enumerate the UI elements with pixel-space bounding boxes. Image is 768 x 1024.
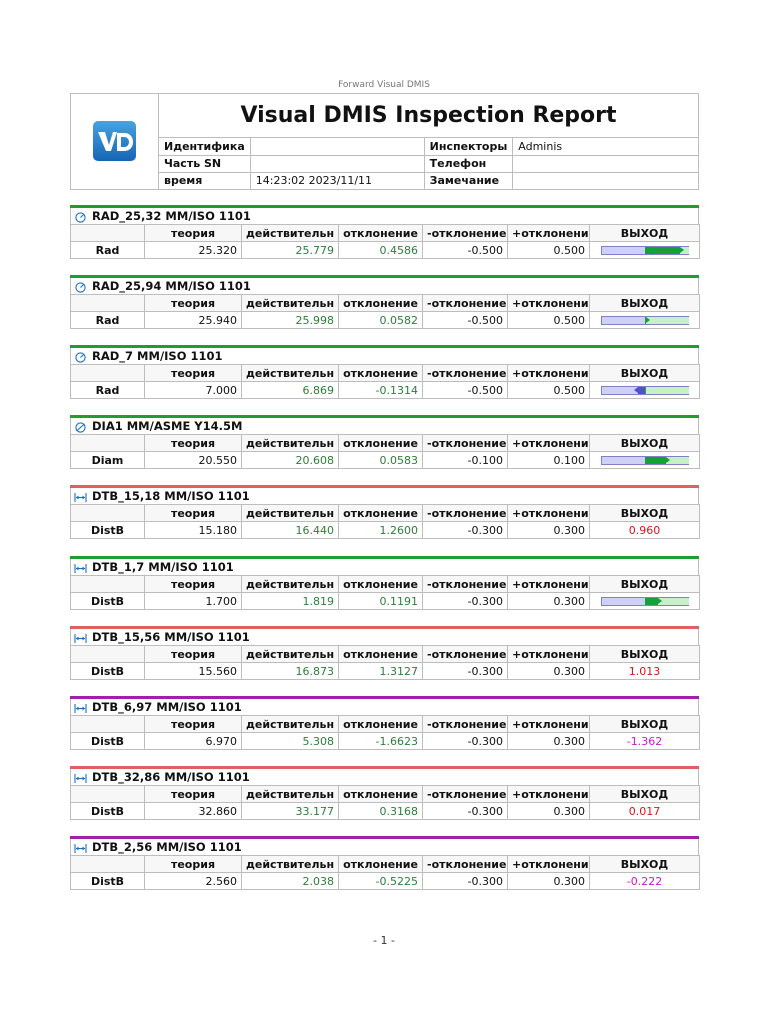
feature-title-row: [70, 348, 699, 364]
col-header-plus-tol: +отклонени: [508, 435, 590, 452]
data-row: [71, 803, 700, 820]
info-label: Замечание: [424, 172, 513, 189]
col-header-minus-tol: -отклонение: [423, 295, 508, 312]
feature-title-row: [70, 559, 699, 575]
col-header-deviation: отклонение: [339, 225, 423, 242]
col-header-actual: действительн: [242, 856, 339, 873]
minus-tol-value: -0.500: [423, 312, 508, 329]
minus-tol-value: -0.300: [423, 803, 508, 820]
col-header-deviation: отклонение: [339, 295, 423, 312]
nominal-value: 15.180: [145, 522, 242, 539]
info-value: 14:23:02 2023/11/11: [250, 172, 424, 189]
actual-value: 1.819: [242, 593, 339, 610]
col-header-minus-tol: -отклонение: [423, 365, 508, 382]
col-header-nominal: теория: [145, 576, 242, 593]
col-header-nominal: теория: [145, 856, 242, 873]
radius-icon: [74, 281, 87, 292]
col-header-nominal: теория: [145, 786, 242, 803]
measurement-table: [70, 785, 700, 820]
plus-tol-value: 0.300: [508, 803, 590, 820]
radius-icon: [74, 351, 87, 362]
feature-title: DTB_32,86 MM/ISO 1101: [92, 770, 250, 784]
col-header-plus-tol: +отклонени: [508, 786, 590, 803]
plus-tol-value: 0.100: [508, 452, 590, 469]
distance-icon: [74, 491, 87, 502]
col-header-deviation: отклонение: [339, 856, 423, 873]
col-header-plus-tol: +отклонени: [508, 295, 590, 312]
data-row: [71, 382, 700, 399]
measurement-table: [70, 855, 700, 890]
col-header-actual: действительн: [242, 576, 339, 593]
info-row: [159, 155, 698, 172]
out-cell: [590, 593, 700, 610]
deviation-value: -1.6623: [339, 733, 423, 750]
data-row: [71, 593, 700, 610]
info-row: [159, 172, 698, 189]
info-label: Часть SN: [159, 155, 250, 172]
out-cell: [590, 452, 700, 469]
tolerance-gauge: [601, 316, 689, 325]
feature-title: DTB_1,7 MM/ISO 1101: [92, 560, 234, 574]
feature-type: Diam: [71, 452, 145, 469]
feature-type: Rad: [71, 382, 145, 399]
nominal-value: 2.560: [145, 873, 242, 890]
plus-tol-value: 0.500: [508, 382, 590, 399]
col-header-plus-tol: +отклонени: [508, 225, 590, 242]
feature-title: RAD_25,94 MM/ISO 1101: [92, 279, 251, 293]
header-blank: [71, 295, 145, 312]
gauge-arrow-icon: [680, 247, 684, 253]
col-header-minus-tol: -отклонение: [423, 856, 508, 873]
minus-tol-value: -0.300: [423, 663, 508, 680]
deviation-value: 0.4586: [339, 242, 423, 259]
gauge-arrow-icon: [658, 598, 662, 604]
feature-title: DTB_15,56 MM/ISO 1101: [92, 630, 250, 644]
gauge-fill: [645, 457, 666, 464]
col-header-minus-tol: -отклонение: [423, 225, 508, 242]
tolerance-gauge: [601, 597, 689, 606]
col-header-nominal: теория: [145, 365, 242, 382]
actual-value: 16.440: [242, 522, 339, 539]
feature-type: DistB: [71, 593, 145, 610]
col-header-actual: действительн: [242, 716, 339, 733]
plus-tol-value: 0.500: [508, 312, 590, 329]
diameter-icon: [74, 421, 87, 432]
col-header-deviation: отклонение: [339, 365, 423, 382]
data-row: [71, 242, 700, 259]
header-blank: [71, 576, 145, 593]
measurement-table: [70, 575, 700, 610]
actual-value: 20.608: [242, 452, 339, 469]
feature-title: DTB_6,97 MM/ISO 1101: [92, 700, 242, 714]
feature-block: [70, 836, 699, 890]
col-header-plus-tol: +отклонени: [508, 576, 590, 593]
col-header-out: ВЫХОД: [590, 295, 700, 312]
nominal-value: 25.320: [145, 242, 242, 259]
col-header-plus-tol: +отклонени: [508, 365, 590, 382]
feature-block: [70, 556, 699, 610]
header-row: [71, 505, 700, 522]
col-header-out: ВЫХОД: [590, 646, 700, 663]
col-header-actual: действительн: [242, 435, 339, 452]
col-header-minus-tol: -отклонение: [423, 505, 508, 522]
feature-block: [70, 345, 699, 399]
nominal-value: 32.860: [145, 803, 242, 820]
header-blank: [71, 435, 145, 452]
deviation-value: 0.3168: [339, 803, 423, 820]
col-header-deviation: отклонение: [339, 646, 423, 663]
info-label: Инспекторы: [424, 138, 513, 155]
plus-tol-value: 0.300: [508, 522, 590, 539]
actual-value: 33.177: [242, 803, 339, 820]
col-header-plus-tol: +отклонени: [508, 716, 590, 733]
gauge-arrow-icon: [646, 317, 650, 323]
plus-tol-value: 0.300: [508, 593, 590, 610]
col-header-deviation: отклонение: [339, 576, 423, 593]
radius-icon: [74, 211, 87, 222]
header-row: [71, 716, 700, 733]
plus-tol-value: 0.500: [508, 242, 590, 259]
deviation-value: 1.3127: [339, 663, 423, 680]
deviation-value: 0.1191: [339, 593, 423, 610]
data-row: [71, 312, 700, 329]
tolerance-gauge: [601, 246, 689, 255]
measurement-table: [70, 224, 700, 259]
col-header-plus-tol: +отклонени: [508, 856, 590, 873]
header-blank: [71, 365, 145, 382]
plus-tol-value: 0.300: [508, 873, 590, 890]
feature-title-row: [70, 208, 699, 224]
header-row: [71, 435, 700, 452]
measurement-table: [70, 364, 700, 399]
col-header-deviation: отклонение: [339, 435, 423, 452]
gauge-arrow-icon: [634, 387, 638, 393]
actual-value: 6.869: [242, 382, 339, 399]
col-header-actual: действительн: [242, 365, 339, 382]
feature-title: DTB_15,18 MM/ISO 1101: [92, 489, 250, 503]
feature-title-row: [70, 488, 699, 504]
feature-type: DistB: [71, 522, 145, 539]
distance-icon: [74, 702, 87, 713]
gauge-arrow-icon: [666, 457, 670, 463]
col-header-nominal: теория: [145, 716, 242, 733]
nominal-value: 25.940: [145, 312, 242, 329]
report-header: [70, 93, 699, 190]
distance-icon: [74, 772, 87, 783]
feature-block: [70, 696, 699, 750]
col-header-minus-tol: -отклонение: [423, 576, 508, 593]
col-header-out: ВЫХОД: [590, 435, 700, 452]
info-table: [159, 138, 698, 189]
feature-title: DTB_2,56 MM/ISO 1101: [92, 840, 242, 854]
col-header-out: ВЫХОД: [590, 365, 700, 382]
col-header-nominal: теория: [145, 646, 242, 663]
feature-type: DistB: [71, 873, 145, 890]
info-row: [159, 138, 698, 155]
plus-tol-value: 0.300: [508, 663, 590, 680]
col-header-actual: действительн: [242, 646, 339, 663]
info-value: [250, 155, 424, 172]
feature-title: DIA1 MM/ASME Y14.5M: [92, 419, 243, 433]
out-cell: [590, 242, 700, 259]
col-header-nominal: теория: [145, 225, 242, 242]
col-header-actual: действительн: [242, 225, 339, 242]
header-blank: [71, 225, 145, 242]
nominal-value: 6.970: [145, 733, 242, 750]
feature-type: Rad: [71, 242, 145, 259]
data-row: [71, 522, 700, 539]
minus-tol-value: -0.300: [423, 522, 508, 539]
col-header-minus-tol: -отклонение: [423, 716, 508, 733]
top-caption: Forward Visual DMIS: [338, 80, 430, 90]
data-row: [71, 663, 700, 680]
col-header-out: ВЫХОД: [590, 505, 700, 522]
col-header-nominal: теория: [145, 435, 242, 452]
col-header-nominal: теория: [145, 295, 242, 312]
out-value: -1.362: [590, 733, 700, 750]
deviation-value: 1.2600: [339, 522, 423, 539]
col-header-out: ВЫХОД: [590, 225, 700, 242]
col-header-out: ВЫХОД: [590, 576, 700, 593]
col-header-actual: действительн: [242, 295, 339, 312]
feature-block: [70, 485, 699, 539]
out-value: -0.222: [590, 873, 700, 890]
measurement-table: [70, 645, 700, 680]
feature-block: [70, 415, 699, 469]
nominal-value: 7.000: [145, 382, 242, 399]
header-blank: [71, 646, 145, 663]
feature-title-row: [70, 769, 699, 785]
col-header-minus-tol: -отклонение: [423, 786, 508, 803]
col-header-out: ВЫХОД: [590, 856, 700, 873]
header-blank: [71, 716, 145, 733]
report-title: Visual DMIS Inspection Report: [159, 94, 698, 138]
out-cell: [590, 312, 700, 329]
col-header-out: ВЫХОД: [590, 716, 700, 733]
header-blank: [71, 786, 145, 803]
feature-block: [70, 626, 699, 680]
info-value: [250, 138, 424, 155]
feature-title-row: [70, 839, 699, 855]
col-header-actual: действительн: [242, 786, 339, 803]
col-header-minus-tol: -отклонение: [423, 646, 508, 663]
feature-title-row: [70, 278, 699, 294]
info-value: Adminis: [513, 138, 698, 155]
header-blank: [71, 856, 145, 873]
deviation-value: 0.0583: [339, 452, 423, 469]
minus-tol-value: -0.300: [423, 593, 508, 610]
feature-type: DistB: [71, 733, 145, 750]
gauge-fill: [638, 387, 645, 394]
header-row: [71, 365, 700, 382]
feature-type: DistB: [71, 663, 145, 680]
measurement-table: [70, 434, 700, 469]
actual-value: 25.779: [242, 242, 339, 259]
actual-value: 5.308: [242, 733, 339, 750]
col-header-deviation: отклонение: [339, 716, 423, 733]
minus-tol-value: -0.500: [423, 382, 508, 399]
gauge-fill: [645, 247, 680, 254]
minus-tol-value: -0.300: [423, 873, 508, 890]
out-value: 0.960: [590, 522, 700, 539]
header-row: [71, 576, 700, 593]
minus-tol-value: -0.500: [423, 242, 508, 259]
actual-value: 16.873: [242, 663, 339, 680]
measurement-table: [70, 715, 700, 750]
distance-icon: [74, 632, 87, 643]
data-row: [71, 733, 700, 750]
deviation-value: -0.1314: [339, 382, 423, 399]
logo-cell: [71, 94, 159, 189]
col-header-nominal: теория: [145, 505, 242, 522]
info-label: Телефон: [424, 155, 513, 172]
col-header-plus-tol: +отклонени: [508, 505, 590, 522]
header-blank: [71, 505, 145, 522]
info-label: время: [159, 172, 250, 189]
header-row: [71, 786, 700, 803]
info-label: Идентифика: [159, 138, 250, 155]
deviation-value: -0.5225: [339, 873, 423, 890]
tolerance-gauge: [601, 386, 689, 395]
plus-tol-value: 0.300: [508, 733, 590, 750]
nominal-value: 15.560: [145, 663, 242, 680]
gauge-fill: [645, 598, 658, 605]
feature-block: [70, 766, 699, 820]
feature-block: [70, 205, 699, 259]
out-value: 1.013: [590, 663, 700, 680]
header-row: [71, 856, 700, 873]
distance-icon: [74, 842, 87, 853]
col-header-out: ВЫХОД: [590, 786, 700, 803]
info-value: [513, 172, 698, 189]
measurement-table: [70, 504, 700, 539]
feature-type: Rad: [71, 312, 145, 329]
data-row: [71, 452, 700, 469]
feature-title: RAD_7 MM/ISO 1101: [92, 349, 223, 363]
data-row: [71, 873, 700, 890]
deviation-value: 0.0582: [339, 312, 423, 329]
out-value: 0.017: [590, 803, 700, 820]
actual-value: 25.998: [242, 312, 339, 329]
header-row: [71, 225, 700, 242]
out-cell: [590, 382, 700, 399]
col-header-plus-tol: +отклонени: [508, 646, 590, 663]
distance-icon: [74, 562, 87, 573]
measurement-table: [70, 294, 700, 329]
nominal-value: 20.550: [145, 452, 242, 469]
page-number: - 1 -: [373, 934, 395, 947]
feature-title: RAD_25,32 MM/ISO 1101: [92, 209, 251, 223]
actual-value: 2.038: [242, 873, 339, 890]
col-header-actual: действительн: [242, 505, 339, 522]
minus-tol-value: -0.100: [423, 452, 508, 469]
feature-title-row: [70, 699, 699, 715]
feature-type: DistB: [71, 803, 145, 820]
col-header-deviation: отклонение: [339, 505, 423, 522]
feature-title-row: [70, 629, 699, 645]
minus-tol-value: -0.300: [423, 733, 508, 750]
col-header-minus-tol: -отклонение: [423, 435, 508, 452]
header-row: [71, 646, 700, 663]
feature-block: [70, 275, 699, 329]
vd-logo-icon: [93, 121, 136, 161]
col-header-deviation: отклонение: [339, 786, 423, 803]
tolerance-gauge: [601, 456, 689, 465]
header-row: [71, 295, 700, 312]
nominal-value: 1.700: [145, 593, 242, 610]
feature-title-row: [70, 418, 699, 434]
info-value: [513, 155, 698, 172]
